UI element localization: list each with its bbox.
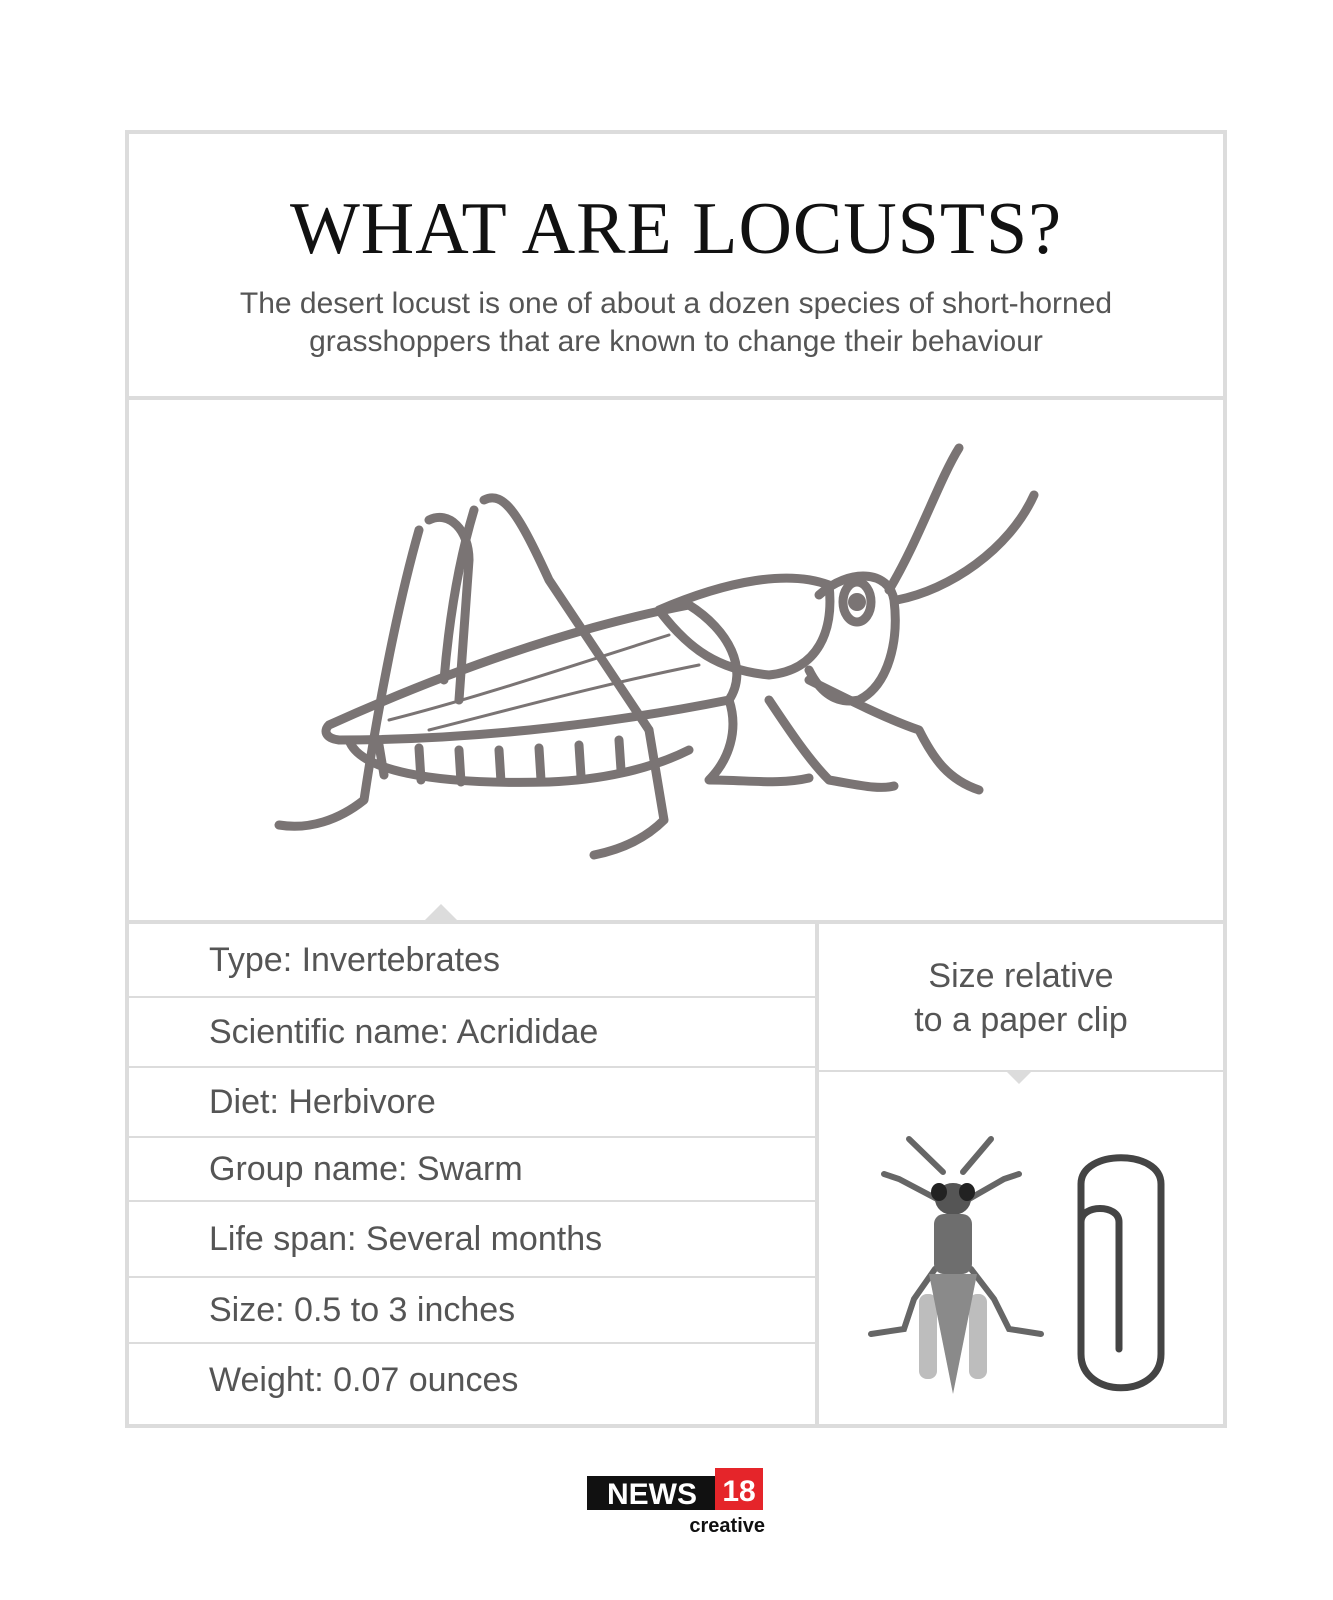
fact-type: Type: Invertebrates [129,924,815,998]
size-comparison-panel [819,924,1223,1424]
fact-group-name: Group name: Swarm [129,1138,815,1202]
pointer-triangle [1005,1070,1033,1084]
size-label-line-2: to a paper clip [914,1001,1128,1039]
subtitle-line-1: The desert locust is one of about a dozen species of short-horned [239,287,1113,320]
logo-news: NEWS [607,1478,697,1511]
page-title: WHAT ARE LOCUSTS? [289,188,1063,270]
fact-weight: Weight: 0.07 ounces [209,1360,519,1399]
size-label-line-1: Size relative [928,957,1114,995]
fact-scientific-name: Scientific name: Acrididae [129,998,815,1068]
header-section [129,134,1223,400]
fact-diet: Diet: Herbivore [129,1068,815,1138]
illustration-section [129,400,1223,924]
paper-clip-icon [1081,1158,1161,1388]
logo-creative: creative [689,1515,765,1537]
fact-size: Size: 0.5 to 3 inches [129,1278,815,1344]
infographic-frame [125,130,1227,1428]
locust-icon [871,1139,1041,1394]
grasshopper-illustration [129,400,1223,920]
page-subtitle [169,285,1183,361]
fact-life-span: Life span: Several months [129,1202,815,1278]
facts-list [129,924,819,1424]
subtitle-line-2: grasshoppers that are known to change their behaviour [309,325,1043,358]
logo-number: 18 [722,1475,756,1508]
news18-creative-logo [576,1466,776,1546]
